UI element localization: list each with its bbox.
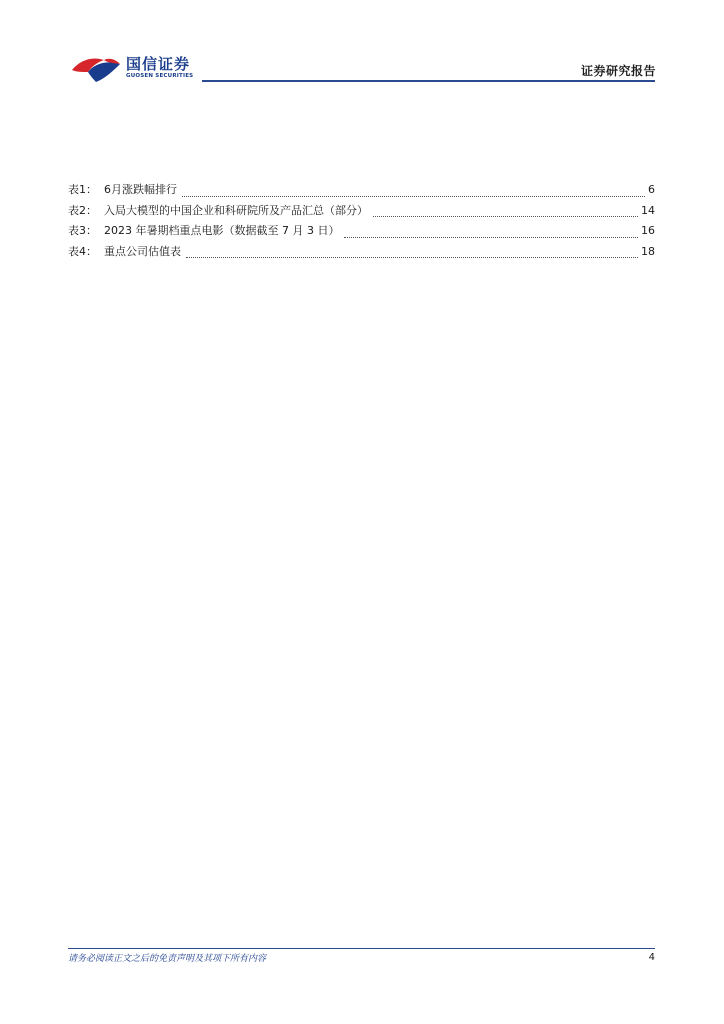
table-of-tables	[68, 180, 655, 262]
header-divider	[202, 80, 655, 82]
toc-dot-leader	[344, 225, 638, 238]
toc-dot-leader	[186, 245, 638, 258]
toc-entry-label: 表3：	[68, 224, 97, 237]
toc-entry[interactable]	[68, 242, 655, 263]
toc-entry-title[interactable]: 重点公司估值表	[104, 244, 181, 258]
toc-entry-page[interactable]: 16	[641, 224, 655, 237]
toc-entry[interactable]	[68, 201, 655, 222]
disclaimer-note: 请务必阅读正文之后的免责声明及其项下所有内容	[68, 954, 267, 964]
guosen-logo	[70, 52, 200, 86]
report-type-label: 证券研究报告	[580, 64, 656, 78]
toc-entry-page[interactable]: 6	[648, 183, 655, 196]
toc-entry-title[interactable]: 入局大模型的中国企业和科研院所及产品汇总（部分）	[104, 203, 368, 217]
toc-dot-leader	[373, 204, 638, 217]
toc-entry[interactable]	[68, 221, 655, 242]
guosen-logo-mark-icon	[70, 52, 124, 84]
toc-entry-page[interactable]: 14	[641, 203, 655, 217]
toc-entry[interactable]	[68, 180, 655, 201]
toc-dot-leader	[182, 184, 645, 197]
page-number: 4	[648, 952, 655, 963]
toc-entry-title[interactable]: 6月涨跌幅排行	[104, 183, 177, 196]
toc-entry-label: 表1：	[68, 183, 97, 196]
toc-entry-label: 表2：	[68, 203, 97, 217]
page-header	[0, 0, 724, 90]
logo-english-name: GUOSEN SECURITIES	[126, 73, 194, 79]
footer-divider	[68, 948, 655, 949]
toc-entry-title[interactable]: 2023 年暑期档重点电影（数据截至 7 月 3 日）	[104, 224, 340, 237]
toc-entry-page[interactable]: 18	[641, 244, 655, 258]
logo-chinese-name: 国信证券	[126, 55, 191, 73]
toc-entry-label: 表4：	[68, 244, 97, 258]
